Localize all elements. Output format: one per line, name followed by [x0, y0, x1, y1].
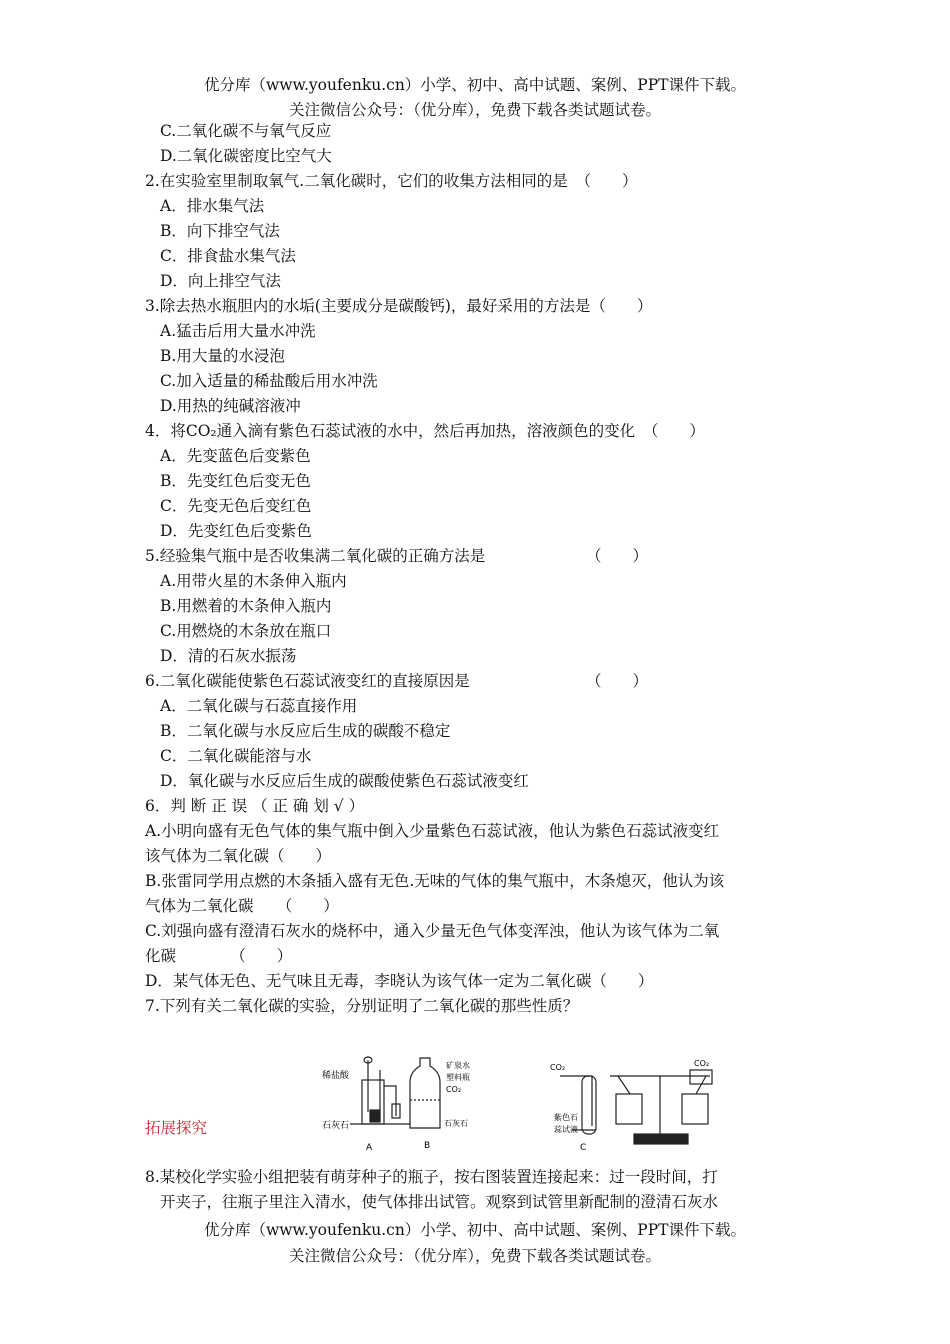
fig-label-bottle2: 塑料瓶 [446, 1073, 470, 1082]
option: D.用热的纯碱溶液冲 [160, 397, 301, 415]
judge-item: B.张雷同学用点燃的木条插入盛有无色.无味的气体的集气瓶中，木条熄灭，他认为该 [145, 872, 725, 890]
judge-item: D．某气体无色、无气味且无毒，李晓认为该气体一定为二氧化碳（ ） [145, 972, 654, 990]
question-7: 7.下列有关二氧化碳的实验，分别证明了二氧化碳的那些性质？ [145, 997, 579, 1015]
fig-label-c: C [580, 1143, 587, 1153]
judge-item: A.小明向盛有无色气体的集气瓶中倒入少量紫色石蕊试液，他认为紫色石蕊试液变红 [145, 822, 720, 840]
header-line-1: 优分库（www.youfenku.cn）小学、初中、高中试题、案例、PPT课件下载。 [203, 76, 747, 94]
fig-label-b: B [424, 1141, 431, 1151]
fig-label-litmus: 紫色石 [554, 1113, 578, 1122]
option: D．清的石灰水振荡 [160, 647, 297, 665]
question-6: 6.二氧化碳能使紫色石蕊试液变红的直接原因是 （ ） [145, 672, 649, 690]
option: C．二氧化碳能溶与水 [160, 747, 312, 765]
judge-item: 该气体为二氧化碳（ ） [145, 847, 332, 865]
option: C．排食盐水集气法 [160, 247, 296, 265]
question-5: 5.经验集气瓶中是否收集满二氧化碳的正确方法是 （ ） [145, 547, 649, 565]
option: D．先变红色后变紫色 [160, 522, 312, 540]
option: A.用带火星的木条伸入瓶内 [160, 572, 347, 590]
text-line: D.二氧化碳密度比空气大 [160, 147, 332, 165]
option: D．向上排空气法 [160, 272, 281, 290]
text-line: C.二氧化碳不与氧气反应 [160, 122, 332, 140]
option: B．先变红色后变无色 [160, 472, 311, 490]
fig-label-co2-d: CO₂ [694, 1059, 710, 1068]
footer-line-2: 关注微信公众号：（优分库），免费下载各类试题试卷。 [288, 1247, 661, 1265]
option: B．向下排空气法 [160, 222, 280, 240]
fig-label-a: A [366, 1143, 373, 1153]
question-6-judge: 6．判 断 正 误 （ 正 确 划 √ ） [145, 797, 365, 815]
option: A．先变蓝色后变紫色 [160, 447, 311, 465]
option: C．先变无色后变红色 [160, 497, 312, 515]
option: A.猛击后用大量水冲洗 [160, 322, 316, 340]
judge-item: 气体为二氧化碳 （ ） [145, 897, 339, 915]
option: B．二氧化碳与水反应后生成的碳酸不稳定 [160, 722, 451, 740]
option: D．氧化碳与水反应后生成的碳酸使紫色石蕊试液变红 [160, 772, 529, 790]
option: B.用大量的水浸泡 [160, 347, 285, 365]
fig-label-litmus2: 蕊试液 [554, 1125, 578, 1134]
extension-heading: 拓展探究 [145, 1119, 208, 1137]
fig-label-co2-c: CO₂ [550, 1063, 566, 1072]
fig-label-limestone-b: 石灰石 [444, 1119, 468, 1128]
option: B.用燃着的木条伸入瓶内 [160, 597, 332, 615]
option: A．排水集气法 [160, 197, 265, 215]
question-8-line-2: 开夹子，往瓶子里注入清水，使气体排出试管。观察到试管里新配制的澄清石灰水 [160, 1193, 719, 1211]
fig-label-limestone-a: 石灰石 [322, 1121, 350, 1131]
question-4: 4．将CO₂通入滴有紫色石蕊试液的水中，然后再加热，溶液颜色的变化 （ ） [145, 422, 705, 440]
question-3: 3.除去热水瓶胆内的水垢(主要成分是碳酸钙)，最好采用的方法是（ ） [145, 297, 653, 315]
fig-label-bottle: 矿泉水 [446, 1061, 470, 1070]
experiment-figure [310, 1050, 730, 1160]
judge-item: C.刘强向盛有澄清石灰水的烧杯中，通入少量无色气体变浑浊，他认为该气体为二氧 [145, 922, 720, 940]
question-8-line-1: 8.某校化学实验小组把装有萌芽种子的瓶子，按右图装置连接起来：过一段时间，打 [145, 1168, 718, 1186]
question-2: 2.在实验室里制取氧气.二氧化碳时，它们的收集方法相同的是 （ ） [145, 172, 638, 190]
fig-label-acid: 稀盐酸 [322, 1071, 350, 1081]
option: C.加入适量的稀盐酸后用水冲洗 [160, 372, 378, 390]
footer-line-1: 优分库（www.youfenku.cn）小学、初中、高中试题、案例、PPT课件下载。 [203, 1221, 747, 1239]
option: C.用燃烧的木条放在瓶口 [160, 622, 332, 640]
option: A．二氧化碳与石蕊直接作用 [160, 697, 358, 715]
fig-label-co2-b: CO₂ [446, 1085, 462, 1094]
header-line-2: 关注微信公众号：（优分库），免费下载各类试题试卷。 [288, 101, 661, 119]
judge-item: 化碳 （ ） [145, 947, 293, 965]
